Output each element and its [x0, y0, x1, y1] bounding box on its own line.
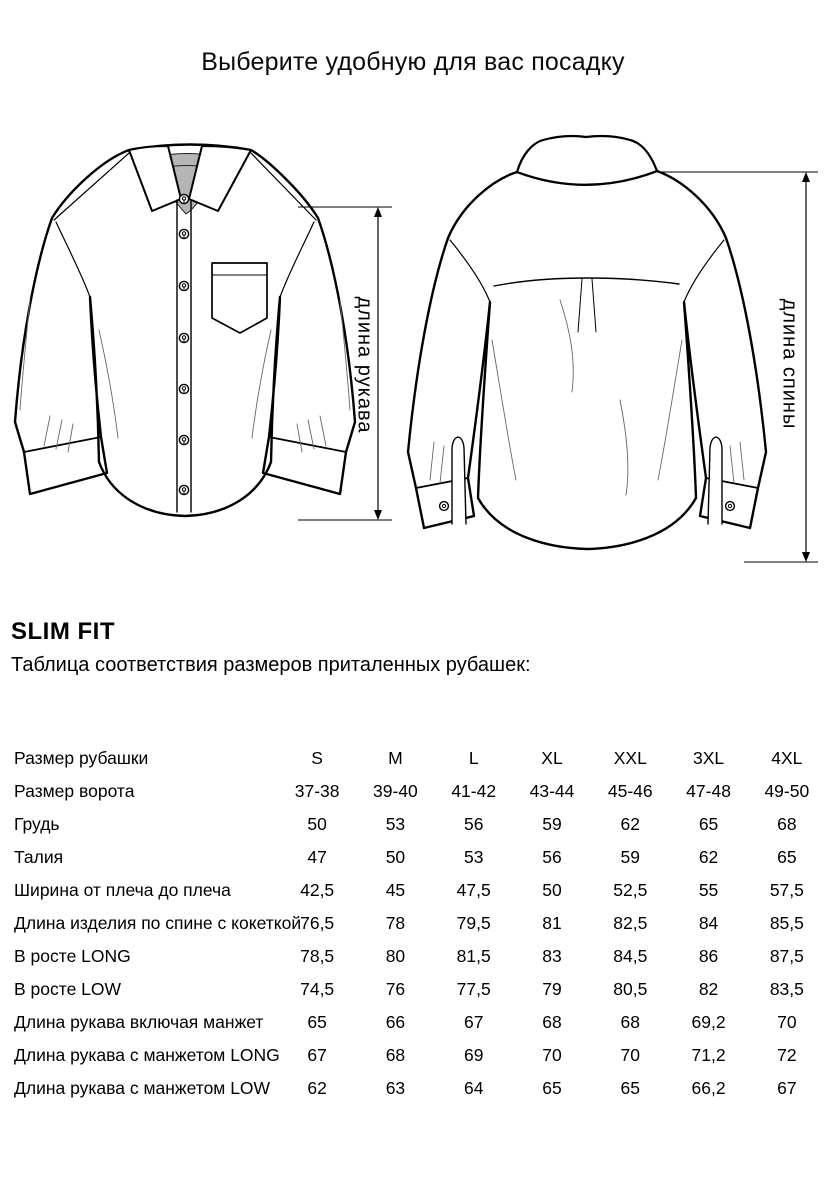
cell-value: 65 [307, 1011, 327, 1032]
cell-value: 67 [463, 1011, 484, 1032]
table-subtitle: Таблица соответствия размеров приталенных рубашек: [11, 654, 531, 676]
cell-value: 70 [620, 1044, 641, 1065]
fit-heading: SLIM FIT [11, 618, 115, 645]
size-table [14, 742, 826, 1105]
cell-value: 55 [698, 879, 719, 900]
cell-value: 56 [542, 846, 562, 867]
cell-value: 50 [542, 879, 562, 900]
shirt-front-drawing [15, 145, 355, 517]
left-sleeve-placket [452, 437, 466, 524]
cell-value: XXL [613, 747, 647, 768]
cell-value: 86 [698, 945, 719, 966]
row-label: Ширина от плеча до плеча [14, 879, 231, 900]
cell-value: 68 [620, 1011, 641, 1032]
row-label: Размер ворота [14, 780, 135, 801]
cell-value: XL [541, 747, 563, 768]
cell-value: 78,5 [300, 945, 335, 966]
cell-value: 49-50 [764, 780, 810, 801]
table-row [14, 775, 826, 808]
cell-value: 83,5 [769, 978, 804, 999]
cell-value: 78 [385, 912, 406, 933]
cell-value: 69 [463, 1044, 484, 1065]
cell-value: 68 [777, 813, 797, 834]
cell-value: 45 [385, 879, 406, 900]
cell-value: 67 [777, 1077, 797, 1098]
cell-value: 62 [698, 846, 719, 867]
shirt-technical-drawing [0, 118, 826, 592]
cell-value: 47,5 [456, 879, 491, 900]
cell-value: 84,5 [613, 945, 648, 966]
cell-value: 67 [307, 1044, 327, 1065]
cell-value: 76,5 [300, 912, 335, 933]
table-row [14, 1039, 826, 1072]
cell-value: 50 [385, 846, 406, 867]
cell-value: 69,2 [691, 1011, 726, 1032]
cell-value: L [468, 747, 479, 768]
cell-value: 72 [777, 1044, 797, 1065]
cell-value: 56 [463, 813, 484, 834]
cell-value: S [311, 747, 323, 768]
cell-value: 84 [698, 912, 719, 933]
row-label: Длина изделия по спине с кокеткой [14, 912, 302, 933]
cell-value: 80 [385, 945, 406, 966]
cell-value: 65 [698, 813, 719, 834]
cell-value: 83 [542, 945, 562, 966]
cell-value: 79 [542, 978, 562, 999]
table-row [14, 1006, 826, 1039]
table-row [14, 940, 826, 973]
row-label: Грудь [14, 813, 60, 834]
page-title: Выберите удобную для вас посадку [201, 48, 625, 76]
cell-value: 81 [542, 912, 562, 933]
cell-value: 68 [385, 1044, 406, 1065]
cell-value: 79,5 [456, 912, 491, 933]
cell-value: 82,5 [613, 912, 648, 933]
cell-value: 59 [542, 813, 562, 834]
cell-value: 66,2 [691, 1077, 726, 1098]
cell-value: 68 [542, 1011, 562, 1032]
cell-value: 76 [385, 978, 406, 999]
row-label: В росте LOW [14, 978, 122, 999]
cell-value: 42,5 [300, 879, 335, 900]
table-row [14, 808, 826, 841]
cell-value: 45-46 [607, 780, 653, 801]
cell-value: 66 [385, 1011, 406, 1032]
table-row [14, 1072, 826, 1105]
row-label: Длина рукава с манжетом LONG [14, 1044, 280, 1065]
cell-value: 65 [542, 1077, 562, 1098]
shirt-diagrams [0, 118, 826, 592]
cell-value: 37-38 [294, 780, 340, 801]
cell-value: 87,5 [769, 945, 804, 966]
cell-value: 4XL [771, 747, 803, 768]
cell-value: 74,5 [300, 978, 335, 999]
right-sleeve-placket [708, 437, 722, 524]
cell-value: 81,5 [456, 945, 491, 966]
cell-value: 82 [698, 978, 719, 999]
shirt-back-drawing [408, 136, 766, 549]
table-row [14, 907, 826, 940]
cell-value: 43-44 [529, 780, 575, 801]
cell-value: 62 [620, 813, 641, 834]
row-label: Длина рукава включая манжет [14, 1011, 264, 1032]
cell-value: 80,5 [613, 978, 648, 999]
table-row [14, 874, 826, 907]
cell-value: 77,5 [456, 978, 491, 999]
cell-value: 52,5 [613, 879, 648, 900]
cell-value: 53 [463, 846, 484, 867]
cell-value: 53 [385, 813, 406, 834]
cell-value: 47-48 [686, 780, 731, 801]
cell-value: 65 [620, 1077, 641, 1098]
cell-value: 39-40 [373, 780, 418, 801]
sleeve-length-label: длина рукава [353, 296, 376, 434]
cell-value: 64 [463, 1077, 484, 1098]
row-label: В росте LONG [14, 945, 131, 966]
cell-value: 85,5 [769, 912, 804, 933]
cell-value: 62 [307, 1077, 327, 1098]
cell-value: 70 [777, 1011, 797, 1032]
chest-pocket [212, 263, 267, 333]
cell-value: 3XL [692, 747, 725, 768]
row-label: Талия [14, 846, 64, 867]
cell-value: 47 [307, 846, 327, 867]
back-length-label: длина спины [778, 298, 801, 430]
cell-value: M [388, 747, 403, 768]
cell-value: 41-42 [451, 780, 497, 801]
cell-value: 50 [307, 813, 327, 834]
row-label: Размер рубашки [14, 747, 149, 768]
table-row [14, 841, 826, 874]
cell-value: 71,2 [691, 1044, 726, 1065]
cell-value: 57,5 [769, 879, 804, 900]
cell-value: 59 [620, 846, 641, 867]
cell-value: 70 [542, 1044, 562, 1065]
row-label: Длина рукава с манжетом LOW [14, 1077, 271, 1098]
cell-value: 63 [385, 1077, 406, 1098]
table-row [14, 742, 826, 775]
cell-value: 65 [777, 846, 797, 867]
table-row [14, 973, 826, 1006]
